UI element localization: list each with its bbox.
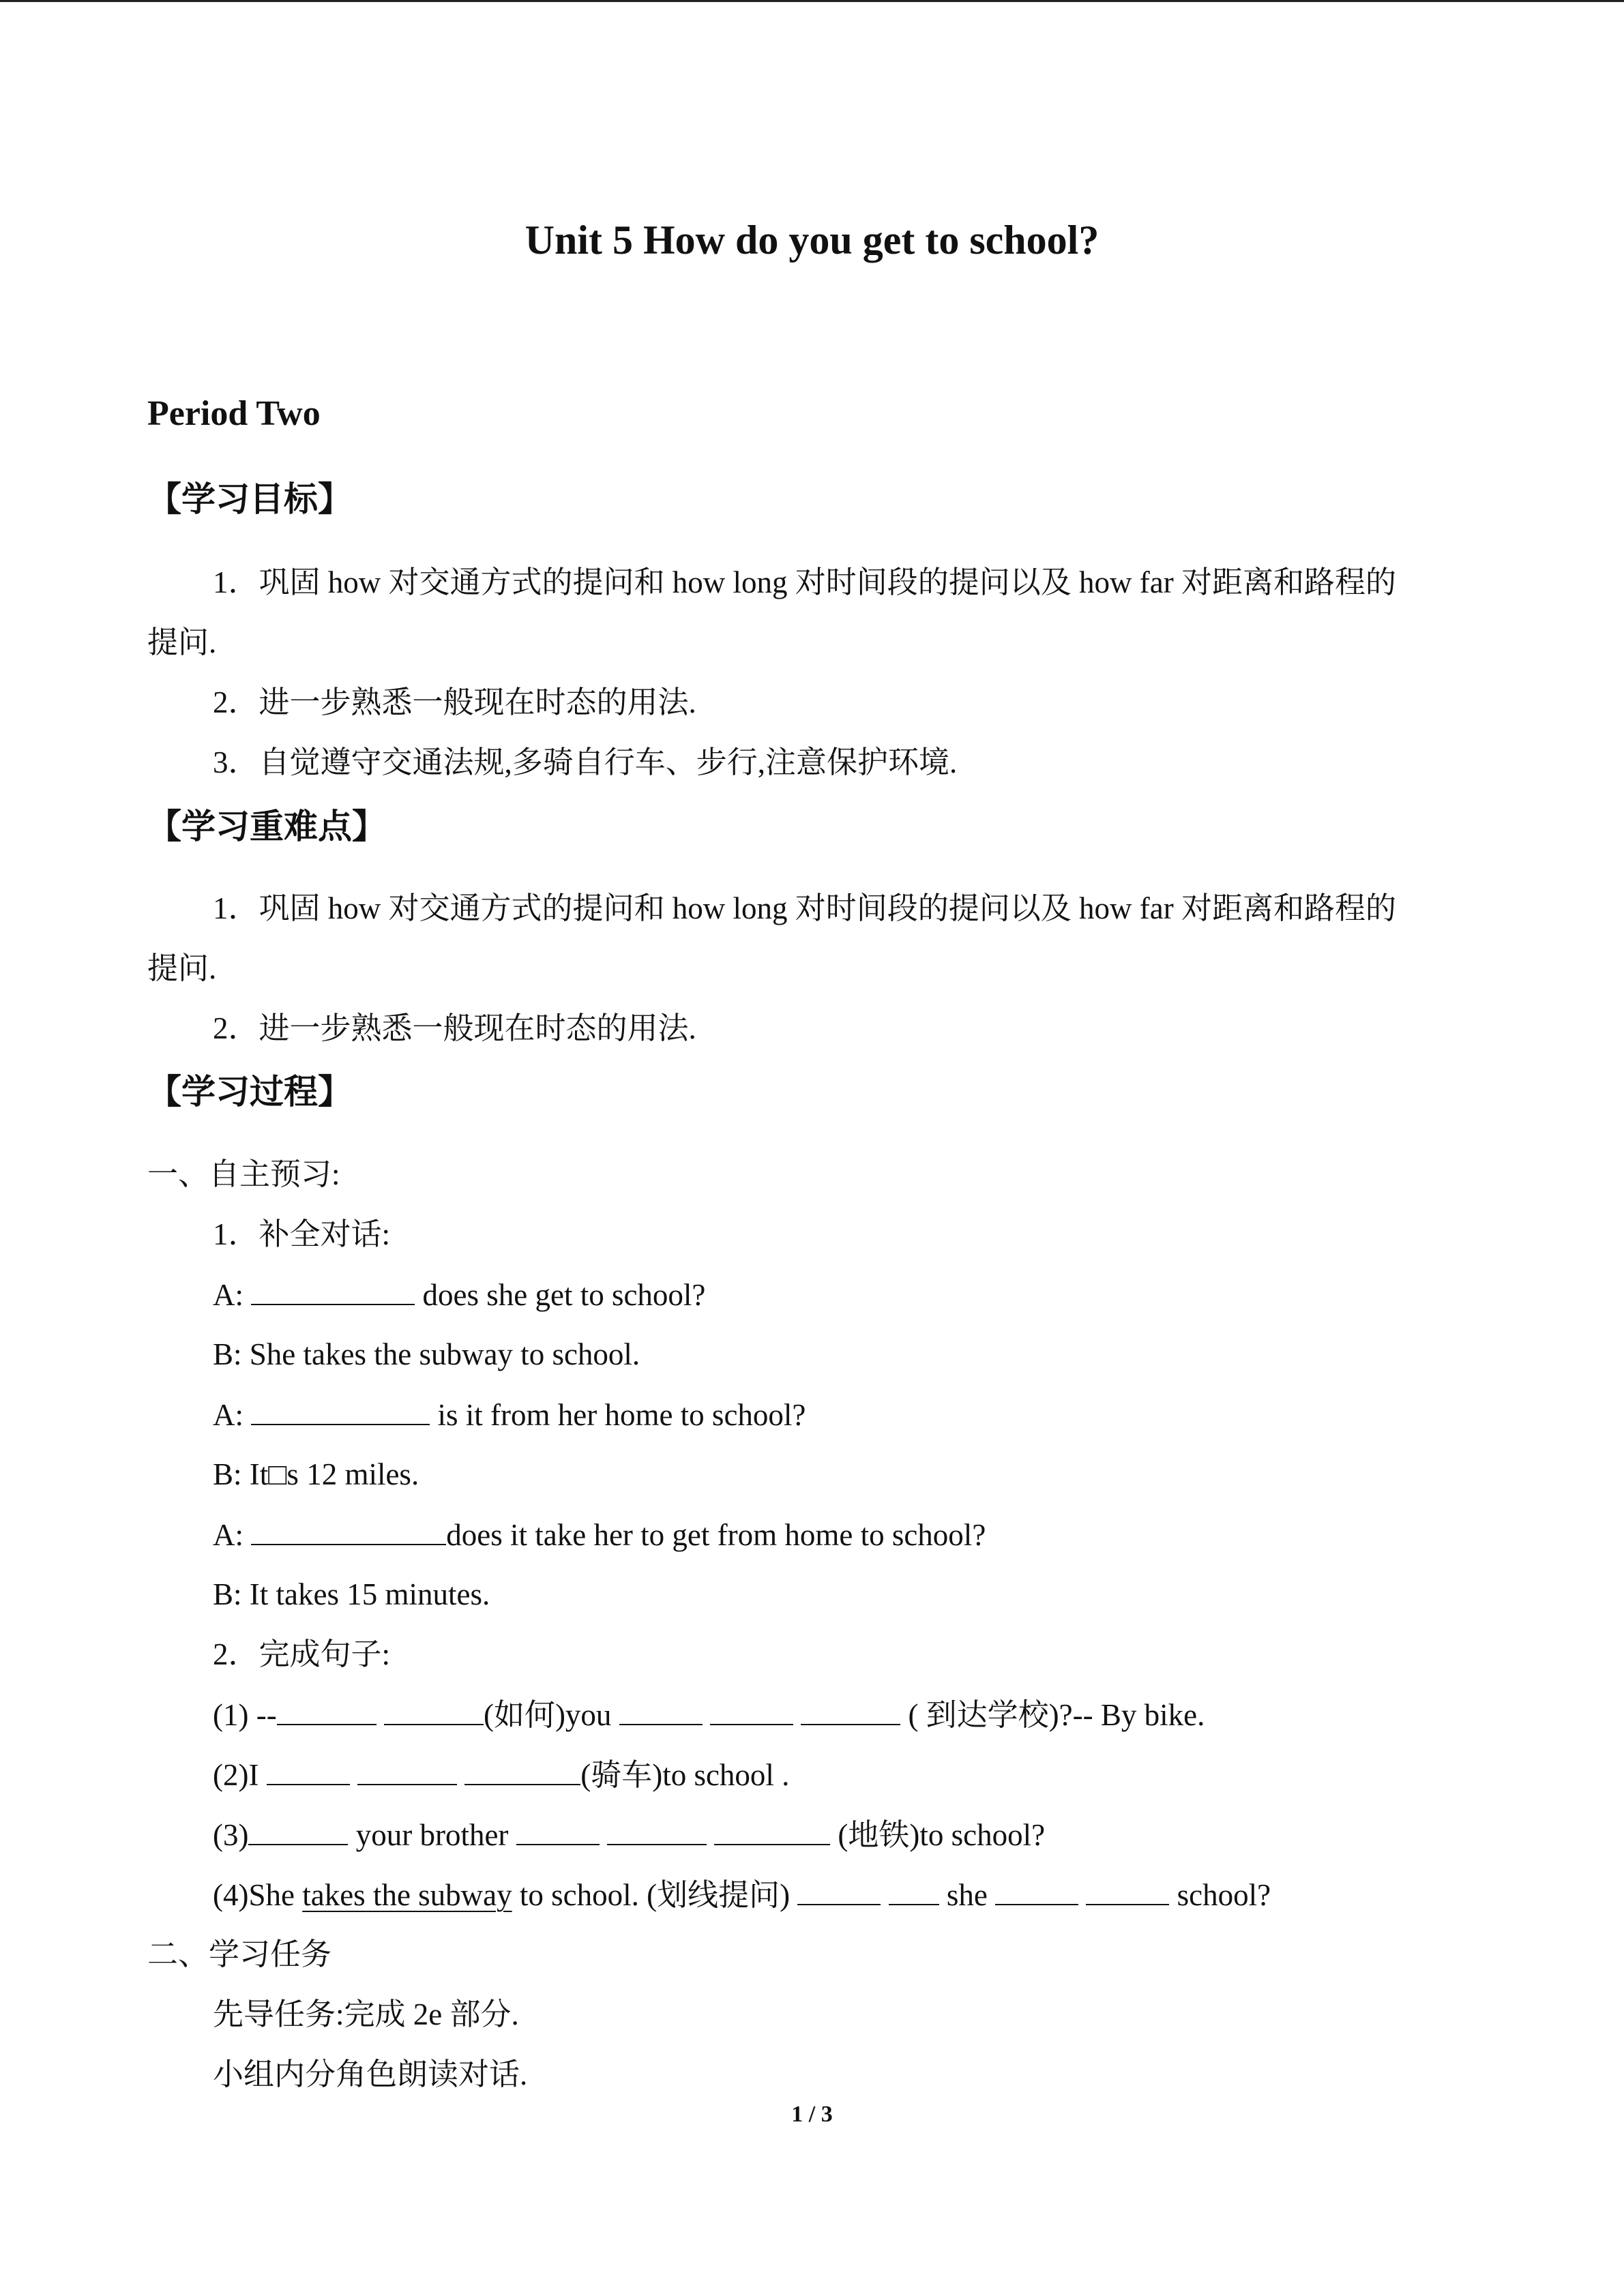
key-points-heading: 【学习重难点】 bbox=[147, 807, 386, 846]
sentence-2 bbox=[213, 1753, 789, 1797]
sentence-text: (4)She bbox=[213, 1878, 303, 1912]
top-border bbox=[0, 0, 1624, 2]
goal-item-1: 1．巩固 how 对交通方式的提问和 how long 对时间段的提问以及 how far 对距离和路程的 bbox=[213, 565, 1396, 599]
answer-blank[interactable] bbox=[251, 1272, 415, 1305]
sentence-text: (1) -- bbox=[213, 1698, 277, 1732]
answer-blank[interactable] bbox=[267, 1753, 350, 1785]
sentence-text: (地铁)to school? bbox=[838, 1818, 1046, 1852]
dialog-text: does it take her to get from home to school? bbox=[446, 1518, 986, 1552]
goals-heading: 【学习目标】 bbox=[147, 479, 352, 519]
task-1-label: 1．补全对话: bbox=[213, 1217, 391, 1251]
sentence-text: (如何)you bbox=[483, 1698, 612, 1732]
answer-blank[interactable] bbox=[251, 1392, 430, 1425]
group-task: 小组内分角色朗读对话. bbox=[213, 2057, 528, 2091]
answer-blank[interactable] bbox=[384, 1693, 484, 1725]
part-1-heading: 一、自主预习: bbox=[147, 1157, 340, 1191]
answer-blank[interactable] bbox=[1086, 1873, 1169, 1905]
dialog-speaker: A: bbox=[213, 1398, 252, 1432]
answer-blank[interactable] bbox=[797, 1873, 881, 1905]
part-2-heading: 二、学习任务 bbox=[147, 1937, 332, 1971]
dialog-line-b3: B: It takes 15 minutes. bbox=[213, 1577, 490, 1611]
sentence-text: (2)I bbox=[213, 1758, 259, 1792]
dialog-text: does she get to school? bbox=[415, 1278, 706, 1312]
sentence-text: (骑车)to school . bbox=[580, 1758, 790, 1792]
goal-item-2: 2．进一步熟悉一般现在时态的用法. bbox=[213, 685, 696, 719]
answer-blank[interactable] bbox=[710, 1693, 793, 1725]
dialog-line-a2 bbox=[213, 1392, 806, 1437]
dialog-line-a1 bbox=[213, 1272, 705, 1317]
goal-item-1-cont: 提问. bbox=[147, 625, 217, 659]
answer-blank[interactable] bbox=[516, 1813, 600, 1845]
goal-item-3: 3．自觉遵守交通法规,多骑自行车、步行,注意保护环境. bbox=[213, 745, 958, 779]
answer-blank[interactable] bbox=[995, 1873, 1078, 1905]
answer-blank[interactable] bbox=[714, 1813, 830, 1845]
process-heading: 【学习过程】 bbox=[147, 1072, 352, 1112]
sentence-text: she bbox=[946, 1878, 988, 1912]
answer-blank[interactable] bbox=[889, 1873, 939, 1905]
underlined-phrase: takes the subway bbox=[302, 1878, 512, 1912]
task-2-label: 2．完成句子: bbox=[213, 1637, 391, 1671]
sentence-3 bbox=[213, 1813, 1045, 1857]
answer-blank[interactable] bbox=[251, 1512, 446, 1545]
dialog-speaker: A: bbox=[213, 1518, 252, 1552]
dialog-line-b1: B: She takes the subway to school. bbox=[213, 1337, 640, 1371]
answer-blank[interactable] bbox=[619, 1693, 703, 1725]
sentence-1 bbox=[213, 1693, 1205, 1737]
sentence-text: your brother bbox=[348, 1818, 509, 1852]
key-point-item-2: 2．进一步熟悉一般现在时态的用法. bbox=[213, 1011, 696, 1045]
answer-blank[interactable] bbox=[277, 1693, 377, 1725]
sentence-text: ( 到达学校)?-- By bike. bbox=[908, 1698, 1205, 1732]
sentence-text: to school. (划线提问) bbox=[512, 1878, 791, 1912]
page-number: 1 / 3 bbox=[791, 2102, 833, 2127]
sentence-text: school? bbox=[1177, 1878, 1271, 1912]
dialog-line-a3 bbox=[213, 1512, 986, 1557]
answer-blank[interactable] bbox=[464, 1753, 580, 1785]
dialog-speaker: A: bbox=[213, 1278, 252, 1312]
answer-blank[interactable] bbox=[607, 1813, 707, 1845]
answer-blank[interactable] bbox=[801, 1693, 900, 1725]
key-point-item-1: 1．巩固 how 对交通方式的提问和 how long 对时间段的提问以及 how far 对距离和路程的 bbox=[213, 891, 1396, 925]
page-title: Unit 5 How do you get to school? bbox=[525, 218, 1099, 263]
dialog-line-b2: B: It□s 12 miles. bbox=[213, 1457, 419, 1491]
key-point-item-1-cont: 提问. bbox=[147, 951, 217, 985]
period-heading: Period Two bbox=[147, 394, 321, 433]
sentence-text: (3) bbox=[213, 1818, 249, 1852]
lead-task: 先导任务:完成 2e 部分. bbox=[213, 1997, 519, 2031]
answer-blank[interactable] bbox=[248, 1813, 348, 1845]
dialog-text: is it from her home to school? bbox=[430, 1398, 806, 1432]
sentence-4 bbox=[213, 1873, 1271, 1917]
answer-blank[interactable] bbox=[357, 1753, 457, 1785]
